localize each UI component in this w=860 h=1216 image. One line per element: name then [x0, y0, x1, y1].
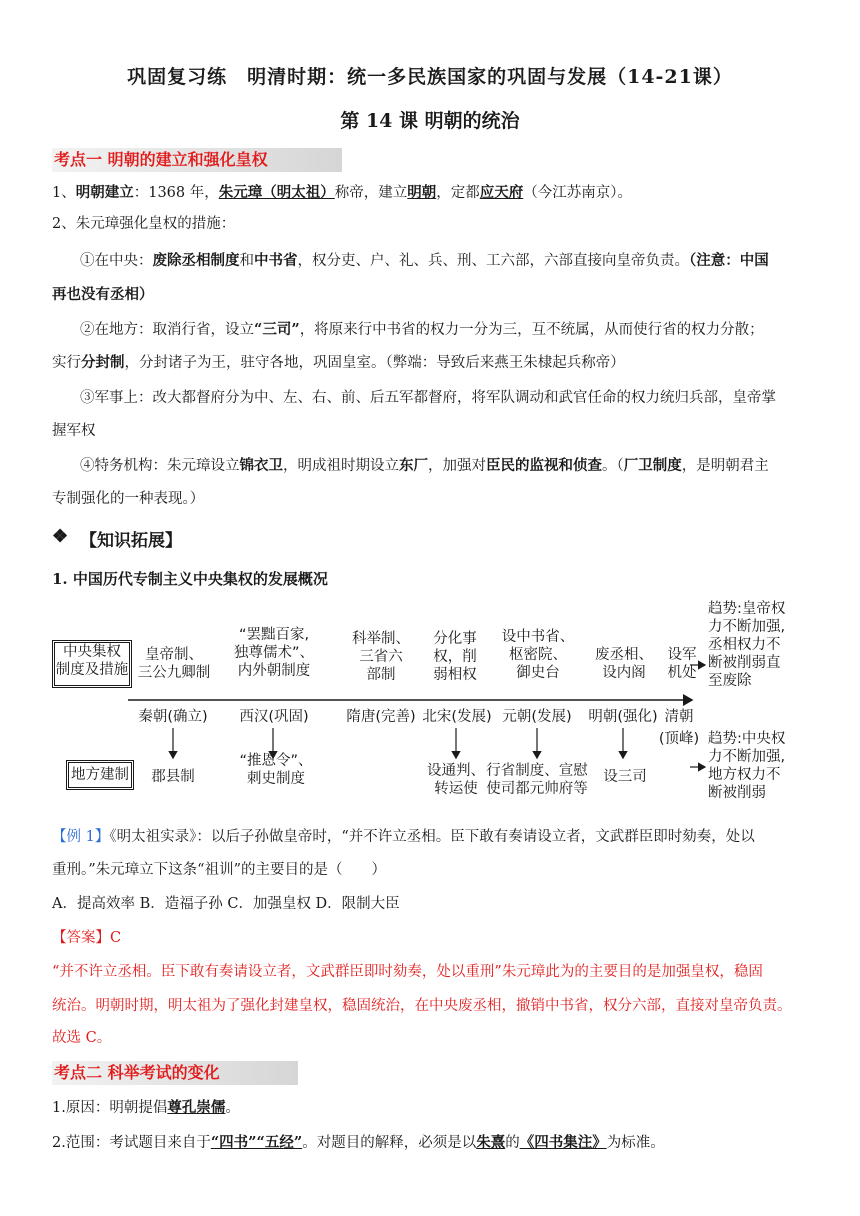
measure-suitang: 科举制、 三省六 部制 — [352, 631, 410, 683]
section-heading-1: 考点一 明朝的建立和强化皇权 — [52, 148, 342, 172]
example-explanation-2: 统治。明朝时期，明太祖为了强化封建皇权，稳固统治，在中央废丞相，撤销中书省，权分六部，直接对皇帝负责。 — [52, 998, 792, 1014]
lesson-title: 第 14 课 明朝的统治 — [340, 110, 520, 132]
local-han: “推恩令”、 刺史制度 — [239, 753, 313, 787]
measure-ming: 废丞相、 设内阁 — [595, 647, 653, 681]
knowledge-heading: 【知识拓展】 — [80, 531, 182, 551]
paragraph-measures-intro: 2、朱元璋强化皇权的措施： — [52, 216, 236, 232]
local-system-box: 地方建制 — [66, 760, 134, 790]
exam-scope: 2.范围：考试题目来自于“四书”“五经”。对题目的解释，必须是以朱熹的《四书集注》为标准。 — [52, 1134, 665, 1151]
section-heading-2: 考点二 科举考试的变化 — [52, 1061, 298, 1085]
diamond-bullet-icon: ❖ — [52, 526, 69, 547]
measure-secret-police-cont: 专制强化的一种表现。） — [52, 491, 205, 507]
measure-song: 分化事 权，削 弱相权 — [433, 631, 477, 683]
era-han: 西汉(巩固) — [239, 709, 309, 725]
measure-qin: 皇帝制、 三公九卿制 — [137, 647, 211, 681]
era-qin: 秦朝(确立) — [138, 709, 208, 725]
measure-qing: 设军 机处 — [667, 647, 697, 681]
local-song: 设通判、 转运使 — [427, 763, 485, 797]
measure-local: ②在地方：取消行省，设立“三司”，将原来行中书省的权力一分为三，互不统属，从而使行省的权力分散； — [80, 321, 764, 338]
example-question-cont: 重刑。”朱元璋立下这条“祖训”的主要目的是（ ） — [52, 862, 386, 878]
era-yuan: 元朝(发展) — [502, 709, 572, 725]
measure-military: ③军事上：改大都督府分为中、左、右、前、后五军都督府，将军队调动和武官任命的权力统归兵部，皇帝掌 — [80, 390, 776, 406]
local-qin: 郡县制 — [151, 769, 195, 785]
example-explanation-1: “并不许立丞相。臣下敢有奏请设立者，文武群臣即时劾奏，处以重刑”朱元璋此为的主要目的是加强皇权，稳固 — [52, 964, 763, 980]
trend-central: 趋势:皇帝权 力不断加强, 丞相权力不 断被削弱直 至废除 — [708, 601, 786, 689]
measure-local-cont: 实行分封制，分封诸子为王，驻守各地，巩固皇室。（弊端：导致后来燕王朱棣起兵称帝） — [52, 354, 625, 371]
measure-central: ①在中央：废除丞相制度和中书省，权分吏、户、礼、兵、刑、工六部，六部直接向皇帝负责。（注意：中国 — [80, 252, 769, 269]
trend-local: 趋势:中央权 力不断加强, 地方权力不 断被削弱 — [708, 731, 786, 801]
paragraph-founding: 1、明朝建立：1368 年，朱元璋（明太祖）称帝，建立明朝，定都应天府（今江苏南京）。 — [52, 184, 632, 201]
example-options: A．提高效率 B．造福子孙 C．加强皇权 D．限制大臣 — [52, 896, 400, 912]
local-yuan: 行省制度、宣慰 使司都元帅府等 — [486, 763, 588, 797]
example-question: 【例 1】《明太祖实录》：以后子孙做皇帝时，“并不许立丞相。臣下敢有奏请设立者，文武群臣即时劾奏，处以 — [52, 829, 755, 845]
measure-yuan: 设中书省、 枢密院、 御史台 — [501, 629, 575, 681]
measure-central-cont: 再也没有丞相） — [52, 286, 154, 303]
measure-han: “罢黜百家, 独尊儒术”、 内外朝制度 — [233, 627, 314, 679]
era-ming: 明朝(强化) — [588, 709, 658, 725]
example-answer: 【答案】C — [52, 930, 122, 946]
measure-secret-police: ④特务机构：朱元璋设立锦衣卫，明成祖时期设立东厂，加强对臣民的监视和侦查。（厂卫制度，是明朝君主 — [80, 457, 769, 474]
central-system-box: 中央集权 制度及措施 — [52, 640, 132, 688]
example-explanation-3: 故选 C。 — [52, 1030, 112, 1046]
era-suitang: 隋唐(完善) — [346, 709, 416, 725]
document-title: 巩固复习练 明清时期：统一多民族国家的巩固与发展（14-21课） — [127, 66, 733, 88]
knowledge-subheading: 1. 中国历代专制主义中央集权的发展概况 — [52, 570, 328, 588]
local-ming: 设三司 — [603, 769, 647, 785]
exam-reason: 1.原因：明朝提倡尊孔崇儒。 — [52, 1099, 240, 1116]
era-qing: 清朝 (顶峰) — [658, 709, 700, 747]
measure-military-cont: 握军权 — [52, 423, 96, 439]
era-song: 北宋(发展) — [422, 709, 492, 725]
